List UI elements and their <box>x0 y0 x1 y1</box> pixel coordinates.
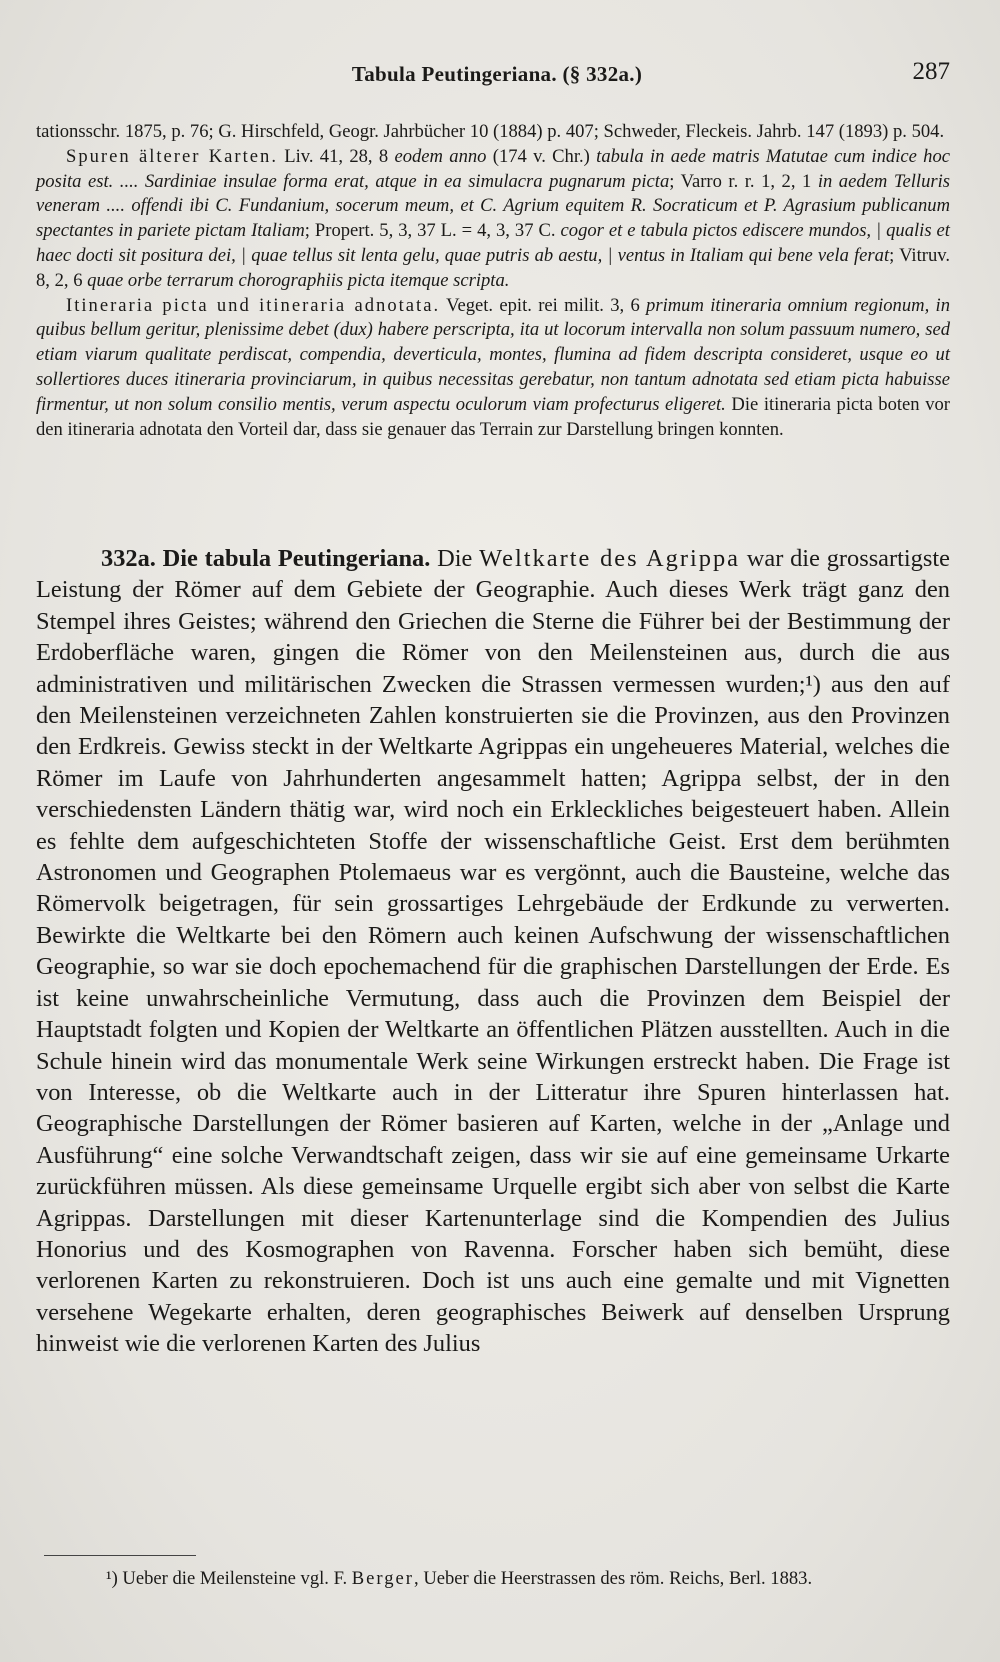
notes-text: ; Vitruv. 8, 2, 6 <box>36 244 950 291</box>
latin-quote: primum itineraria omnium regionum, in quibus bellum geritur, plenissime debet (dux) habere perscripta, ita ut locorum intervalla non solum passuum numero, sed etiam viarum qualitate perdiscat, compendia, deverticula, montes, flumina ad fidem descripta consideret, usque eo ut sollertiores duces itineraria provinciarum, in quibus necessitas gerebatur, non tantum adnotata sed etiam picta habuisse firmentur, ut non solum consilio mentis, verum aspectu oculorum viam profecturus eligeret. <box>36 294 950 415</box>
footnote-part: ¹) Ueber die Meilensteine vgl. F. <box>106 1568 352 1589</box>
latin-quote: cogor et e tabula pictos ediscere mundos, | qualis et haec docti sit positura dei, | quae tellus sit lenta gelu, quae putris ab aestu, | ventus in Italiam qui bene vela ferat <box>36 220 950 266</box>
latin-quote: eodem anno <box>394 145 487 167</box>
footnote-part: , Ueber die Heerstrassen des röm. Reichs, Berl. 1883. <box>414 1568 813 1589</box>
notes-text: Veget. epit. rei milit. 3, 6 <box>440 294 647 316</box>
footnote <box>36 1566 950 1591</box>
section-paragraph <box>36 543 950 1360</box>
notes-paragraph <box>36 294 950 443</box>
footnote-text <box>36 1566 950 1591</box>
emphasized-term: Weltkarte des Agrippa <box>479 545 740 572</box>
notes-text: Die itineraria picta boten vor den itineraria adnotata den Vorteil dar, dass sie genauer das Terrain zur Darstellung bringen konnten. <box>36 393 950 440</box>
notes-paragraph <box>36 145 950 294</box>
body-text: Die <box>430 545 480 572</box>
notes-text: ; Propert. 5, 3, 37 L. = 4, 3, 37 C. <box>304 220 561 242</box>
notes-subheading: Itineraria picta und itineraria adnotata. <box>66 294 441 316</box>
notes-text: ; Varro r. r. 1, 2, 1 <box>669 170 818 192</box>
latin-quote: quae orbe terrarum chorographiis picta itemque scripta. <box>87 269 510 291</box>
page-number: 287 <box>912 58 950 85</box>
running-title: Tabula Peutingeriana. (§ 332a.) <box>351 62 643 86</box>
notes-subheading: Spuren älterer Karten. <box>66 145 278 167</box>
main-text <box>36 543 950 1360</box>
footnote-rule <box>44 1555 196 1556</box>
section-heading: 332a. Die tabula Peutingeriana. <box>101 545 431 572</box>
author-name: Berger <box>351 1568 415 1589</box>
latin-quote: in aedem Telluris veneram .... offendi ibi C. Fundanium, socerum meum, et C. Agrium equitem R. Socraticum et P. Agrasium publicanum spectantes in pariete pictam Italiam <box>36 170 951 242</box>
notes-paragraph <box>36 120 950 145</box>
latin-quote: tabula in aede matris Matutae cum indice hoc posita est. .... Sardiniae insulae forma erat, atque in ea simulacra pugnarum picta <box>36 145 950 192</box>
running-head <box>44 56 950 96</box>
notes-text: (174 v. Chr.) <box>486 145 597 167</box>
notes-block <box>36 120 950 442</box>
notes-text: tationsschr. 1875, p. 76; G. Hirschfeld, Geogr. Jahrbücher 10 (1884) p. 407; Schweder, Fleckeis. Jahrb. 147 (1893) p. 504. <box>36 121 945 142</box>
body-text: war die grossartigste Leistung der Römer auf dem Gebiete der Geographie. Auch dieses Werk trägt ganz den Stempel ihres Geistes; während den Griechen die Sterne die Führer bei der Bestimmung der Erdoberfläche waren, gingen die Römer von den Meilensteinen aus, durch die aus administrativen und militärischen Zwecken die Strassen vermessen wurden;¹) aus den auf den Meilensteinen verzeichneten Zahlen konstruierten sie die Provinzen, aus den Provinzen den Erdkreis. Gewiss steckt in der Weltkarte Agrippas ein ungeheueres Material, welches die Römer im Laufe von Jahrhunderten angesammelt hatten; Agrippa selbst, der in den verschiedensten Ländern thätig war, wird noch ein Erkleckliches beigesteuert haben. Allein es fehlte dem aufgeschichteten Stoffe der wissenschaftliche Geist. Erst dem berühmten Astronomen und Geographen Ptolemaeus war es vergönnt, auch die Bausteine, welche das Römervolk beigetragen, für sein grossartiges Lehrgebäude der Erdkunde zu verwerten. Bewirkte die Weltkarte bei den Römern auch keinen Aufschwung der wissenschaftlichen Geographie, so war sie doch epochemachend für die graphischen Darstellungen der Erde. Es ist keine unwahrscheinliche Vermutung, dass auch die Provinzen dem Beispiel der Hauptstadt folgten und Kopien der Weltkarte an öffentlichen Plätzen ausstellten. Auch in die Schule hinein wird das monumentale Werk seine Wirkungen erstreckt haben. Die Frage ist von Interesse, ob die Weltkarte auch in der Litteratur ihre Spuren hinterlassen hat. Geographische Darstellungen der Römer basieren auf Karten, welche in der „Anlage und Ausführung“ eine solche Verwandtschaft zeigen, dass wir sie auf eine gemeinsame Urkarte zurückführen müssen. Als diese gemeinsame Urquelle ergibt sich aber von selbst die Karte Agrippas. Darstellungen mit dieser Kartenunterlage sind die Kompendien des Julius Honorius und des Kosmographen von Ravenna. Forscher haben sich bemüht, diese verlorenen Karten zu rekonstruieren. Doch ist uns auch eine gemalte und mit Vignetten versehene Wegekarte erhalten, deren geographisches Beiwerk auf denselben Ursprung hinweist wie die verlorenen Karten des Julius <box>36 545 950 1358</box>
notes-text: Liv. 41, 28, 8 <box>277 145 395 167</box>
